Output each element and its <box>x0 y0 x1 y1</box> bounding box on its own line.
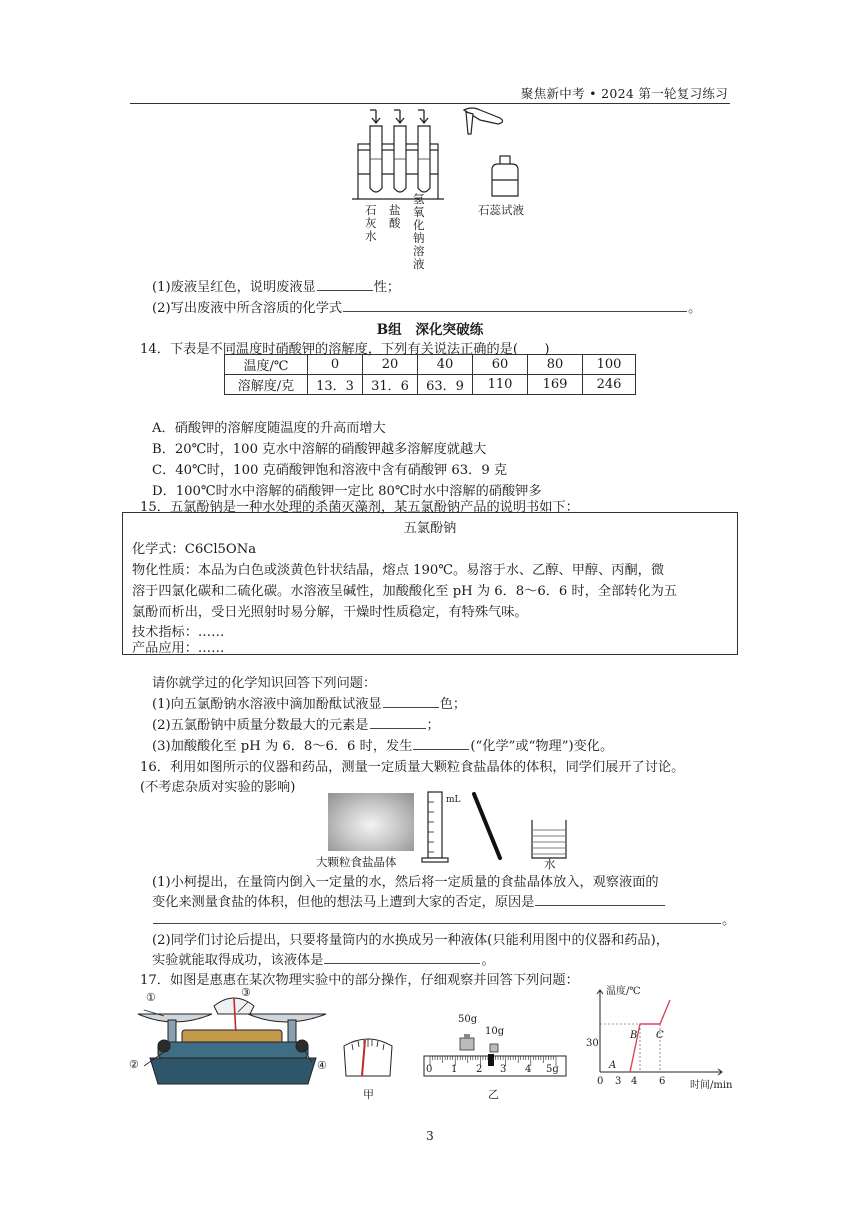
chart-xlabel: 时间/min <box>690 1080 733 1091</box>
q13-sub1: (1)废液呈红色，说明废液显 性； <box>152 280 401 295</box>
table-cell: 温度/℃ <box>225 355 308 375</box>
table-cell: 169 <box>528 375 583 395</box>
x-tick-label: 0 <box>597 1076 604 1087</box>
q16-sub1-l1: (1)小柯提出，在量筒内倒入一定量的水，然后将一定质量的食盐晶体放入，观察液面的 <box>152 875 659 890</box>
answer-blank[interactable] <box>535 893 665 906</box>
dial-label: 甲 <box>363 1088 374 1101</box>
q13-sub2: (2)写出废液中所含溶质的化学式 。 <box>152 301 702 316</box>
table-cell: 0 <box>308 355 363 375</box>
table-cell: 100 <box>583 355 636 375</box>
water-label: 水 <box>544 857 556 871</box>
table-cell: 63．9 <box>418 375 473 395</box>
q15-sub3: (3)加酸酸化至 pH 为 6．8～6．6 时，发生 (“化学”或“物理”)变化。 <box>152 739 614 754</box>
q15-intro: 请你就学过的化学知识回答下列问题： <box>152 676 377 691</box>
page-number: 3 <box>426 1129 434 1143</box>
q15-sub1: (1)向五氯酚钠水溶液中滴加酚酞试液显 色； <box>152 697 467 712</box>
q16-sub1-l2: 变化来测量食盐的体积，但他的想法马上遭到大家的否定，原因是 <box>152 891 666 910</box>
section-title: B组 深化突破练 <box>376 322 484 338</box>
table-cell: 80 <box>528 355 583 375</box>
table-cell: 13．3 <box>308 375 363 395</box>
q14-option-d[interactable]: D．100℃时水中溶解的硝酸钾一定比 80℃时水中溶解的硝酸钾多 <box>152 484 542 499</box>
props-line: 溶于四氯化碳和二硫化碳。水溶液呈碱性，加酸酸化至 pH 为 6．8～6．6 时，全部转化为五 <box>132 584 678 599</box>
x-tick-label: 6 <box>659 1076 666 1087</box>
chart-ylabel: 温度/℃ <box>606 986 641 997</box>
balance-label-3: ③ <box>241 986 251 999</box>
balance-label-2: ② <box>129 1058 139 1071</box>
point-label-a: A <box>609 1060 617 1071</box>
point-label-b: B <box>630 1030 638 1041</box>
props-line: 物化性质：本品为白色或淡黄色针状结晶，熔点 190℃。易溶于水、乙醇、甲醇、丙酮，微 <box>132 563 665 578</box>
cylinder-unit: mL <box>446 795 461 805</box>
ruler-tick-label: 3 <box>500 1064 507 1075</box>
product-manual-box <box>122 512 738 655</box>
q16-sub2-l2: 实验就能取得成功，该液体是 。 <box>152 953 495 968</box>
solubility-table <box>224 354 636 395</box>
dropper-label: 石蕊试液 <box>478 203 524 217</box>
table-cell: 246 <box>583 375 636 395</box>
answer-blank[interactable] <box>413 737 469 750</box>
table-cell: 110 <box>473 375 528 395</box>
q14-option-a[interactable]: A．硝酸钾的溶解度随温度的升高而增大 <box>152 421 386 436</box>
q14-stem: 14．下表是不同温度时硝酸钾的溶解度，下列有关说法正确的是( ) <box>140 342 550 357</box>
table-cell: 溶解度/克 <box>225 375 308 395</box>
running-header: 聚焦新中考 • 2024 第一轮复习练习 <box>520 86 728 101</box>
q16-apparatus <box>420 790 580 866</box>
ruler-label: 乙 <box>488 1088 499 1101</box>
weight-10g: 10g <box>485 1026 505 1037</box>
ruler-tick-label: 2 <box>476 1064 483 1075</box>
q15-stem: 15．五氯酚钠是一种水处理的杀菌灭藻剂，某五氯酚钠产品的说明书如下： <box>140 500 579 515</box>
ruler-tick-label: 5g <box>546 1064 559 1075</box>
table-cell: 60 <box>473 355 528 375</box>
app-line: 产品应用：…… <box>132 641 225 656</box>
tube-label-limewater: 石 灰 水 <box>365 203 377 243</box>
x-tick-label: 3 <box>615 1076 622 1087</box>
balance-label-4: ④ <box>317 1059 327 1072</box>
x-tick-label: 4 <box>631 1076 638 1087</box>
ruler-tick-label: 4 <box>525 1064 532 1075</box>
q16-stem-2: (不考虑杂质对实验的影响) <box>140 780 296 795</box>
table-cell: 31．6 <box>363 375 418 395</box>
balance-dial <box>340 1030 396 1084</box>
ruler-tick-label: 1 <box>451 1064 458 1075</box>
formula-line: 化学式：C6Cl5ONa <box>132 542 257 557</box>
props-line: 氯酚而析出，受日光照射时易分解，干燥时性质稳定，有特殊气味。 <box>132 605 528 620</box>
table-row <box>225 375 636 395</box>
y-tick-label: 30 <box>586 1038 599 1049</box>
table-cell: 40 <box>418 355 473 375</box>
answer-blank[interactable] <box>343 299 687 312</box>
temperature-time-chart <box>580 982 730 1090</box>
q14-option-c[interactable]: C．40℃时，100 克硝酸钾饱和溶液中含有硝酸钾 63．9 克 <box>152 463 508 478</box>
table-cell: 20 <box>363 355 418 375</box>
tube-label-naoh: 氢 氧 化 钠 溶 液 <box>413 192 425 271</box>
box-title: 五氯酚钠 <box>403 521 457 536</box>
salt-crystal-photo <box>328 793 414 851</box>
ruler-tick-label: 0 <box>426 1064 433 1075</box>
tech-line: 技术指标：…… <box>132 625 225 640</box>
q16-stem-1: 16．利用如图所示的仪器和药品，测量一定质量大颗粒食盐晶体的体积，同学们展开了讨论。 <box>140 760 685 775</box>
answer-blank[interactable] <box>317 278 373 291</box>
q17-stem: 17．如图是惠惠在某次物理实验中的部分操作，仔细观察并回答下列问题： <box>140 973 579 988</box>
salt-label: 大颗粒食盐晶体 <box>316 855 397 869</box>
q14-option-b[interactable]: B．20℃时，100 克水中溶解的硝酸钾越多溶解度就越大 <box>152 442 487 457</box>
balance-label-1: ① <box>146 991 156 1004</box>
balance-figure <box>130 986 336 1094</box>
q16-sub1-l3: 。 <box>152 909 735 928</box>
point-label-c: C <box>656 1030 664 1041</box>
answer-blank[interactable] <box>383 695 439 708</box>
table-row <box>225 355 636 375</box>
answer-blank[interactable] <box>324 951 480 964</box>
tube-label-hcl: 盐 酸 <box>389 203 401 230</box>
answer-blank[interactable] <box>370 716 426 729</box>
weight-50g: 50g <box>458 1014 478 1025</box>
q15-sub2: (2)五氯酚钠中质量分数最大的元素是 ； <box>152 718 440 733</box>
q16-sub2-l1: (2)同学们讨论后提出，只要将量筒内的水换成另一种液体(只能利用图中的仪器和药品)， <box>152 933 669 948</box>
answer-blank[interactable] <box>153 911 721 924</box>
